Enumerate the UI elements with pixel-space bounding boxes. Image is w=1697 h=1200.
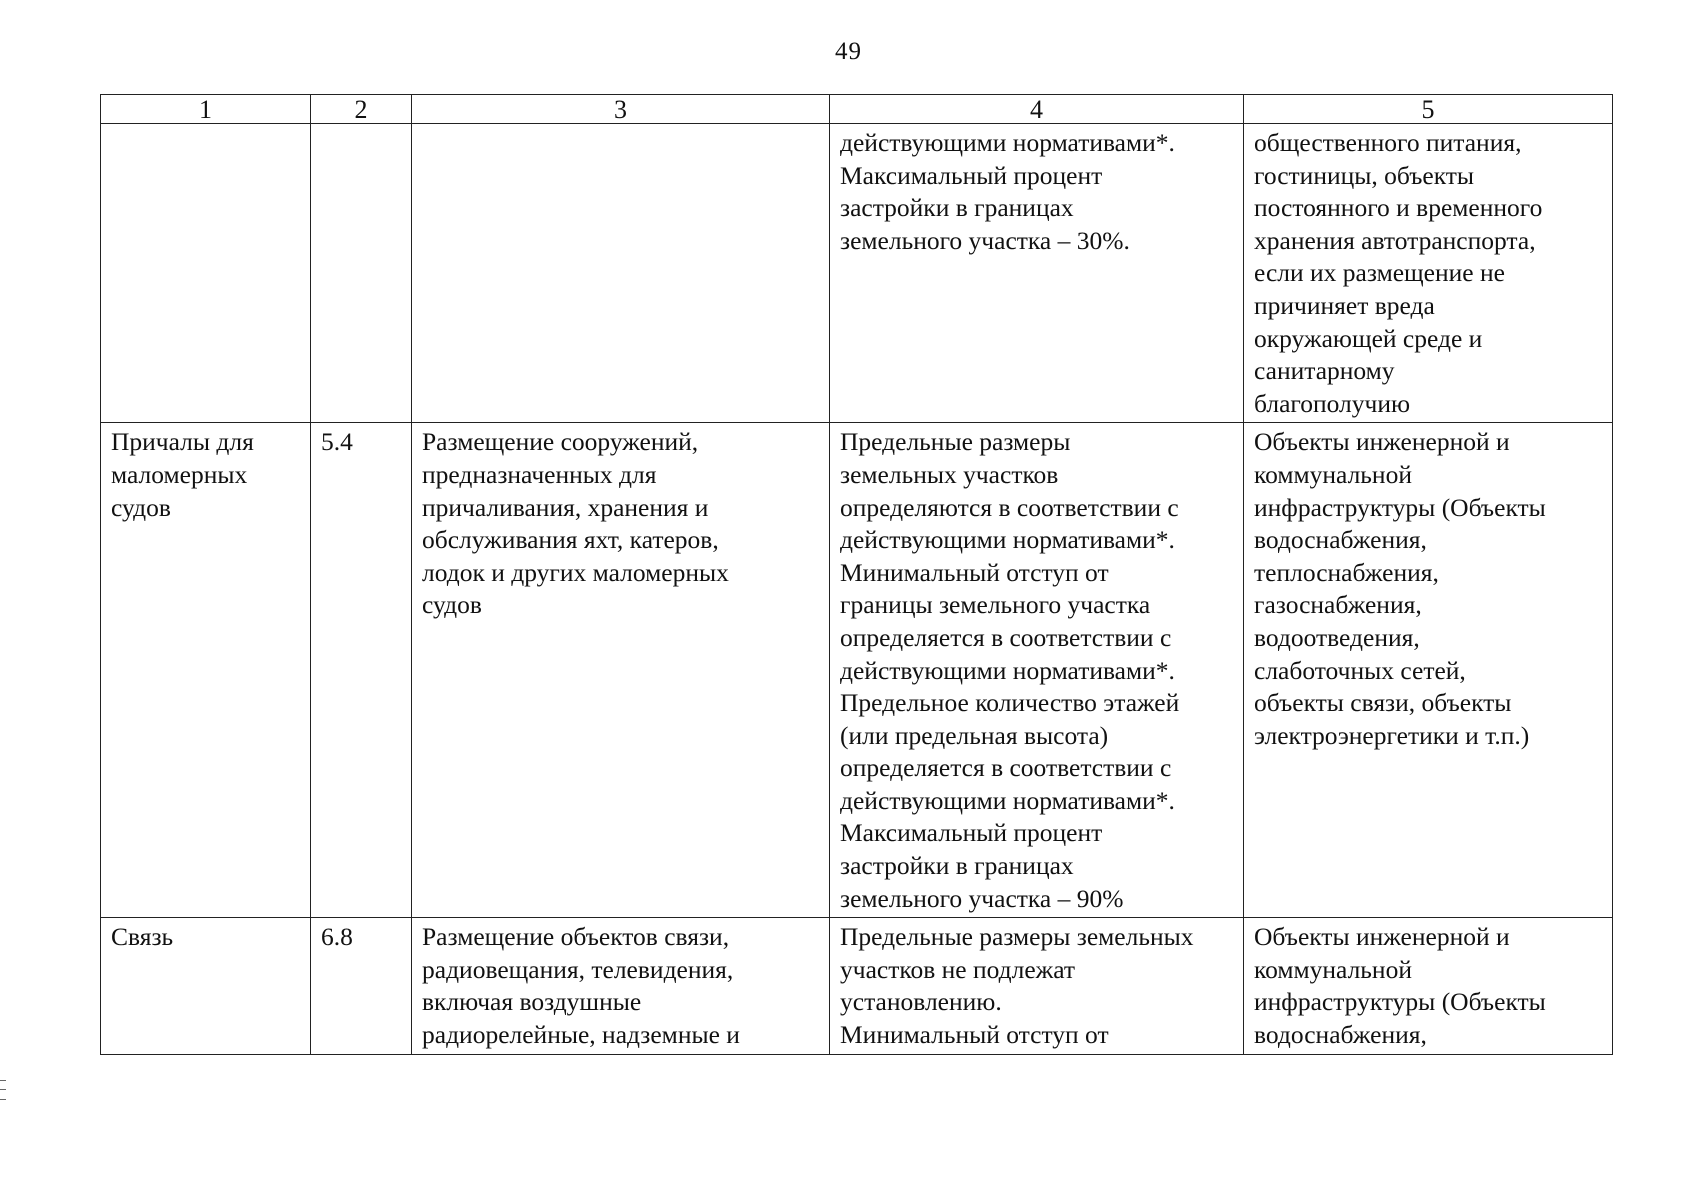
column-number-4: 4 [830,95,1244,124]
scan-margin-mark [0,1080,6,1100]
table-row [101,423,1613,918]
land-use-description-cell [412,124,830,423]
land-use-description-cell: Размещение сооружений, предназначенных для причаливания, хранения и обслуживания яхт, катеров, лодок и других маломерных судов [412,423,830,918]
column-number-2: 2 [311,95,412,124]
land-use-name-cell [101,124,311,423]
table-row [101,918,1613,1054]
land-use-code-cell: 6.8 [311,918,412,1054]
regulations-table [100,94,1613,1055]
land-use-name-cell: Связь [101,918,311,1054]
building-parameters-cell: Предельные размеры земельных участков не подлежат установлению. Минимальный отступ от [830,918,1244,1054]
page-number: 49 [835,38,862,65]
column-number-5: 5 [1244,95,1613,124]
land-use-code-cell: 5.4 [311,423,412,918]
land-use-description-cell: Размещение объектов связи, радиовещания, телевидения, включая воздушные радиорелейные, надземные и [412,918,830,1054]
auxiliary-uses-cell: общественного питания, гостиницы, объекты постоянного и временного хранения автотранспорта, если их размещение не причиняет вреда окружающей среде и санитарному благополучию [1244,124,1613,423]
land-use-code-cell [311,124,412,423]
column-number-1: 1 [101,95,311,124]
auxiliary-uses-cell: Объекты инженерной и коммунальной инфраструктуры (Объекты водоснабжения, теплоснабжения, газоснабжения, водоотведения, слаботочных сетей, объекты связи, объекты электроэнергетики и т.п.) [1244,423,1613,918]
table-row [101,124,1613,423]
building-parameters-cell: Предельные размеры земельных участков определяются в соответствии с действующими нормативами*. Минимальный отступ от границы земельного участка определяется в соответствии с действующими нормативами*. Предельное количество этажей (или предельная высота) определяется в соответствии с действующими нормативами*. Максимальный процент застройки в границах земельного участка – 90% [830,423,1244,918]
column-number-3: 3 [412,95,830,124]
building-parameters-cell: действующими нормативами*. Максимальный процент застройки в границах земельного участка – 30%. [830,124,1244,423]
land-use-name-cell: Причалы для маломерных судов [101,423,311,918]
auxiliary-uses-cell: Объекты инженерной и коммунальной инфраструктуры (Объекты водоснабжения, [1244,918,1613,1054]
table-header-row [101,95,1613,124]
